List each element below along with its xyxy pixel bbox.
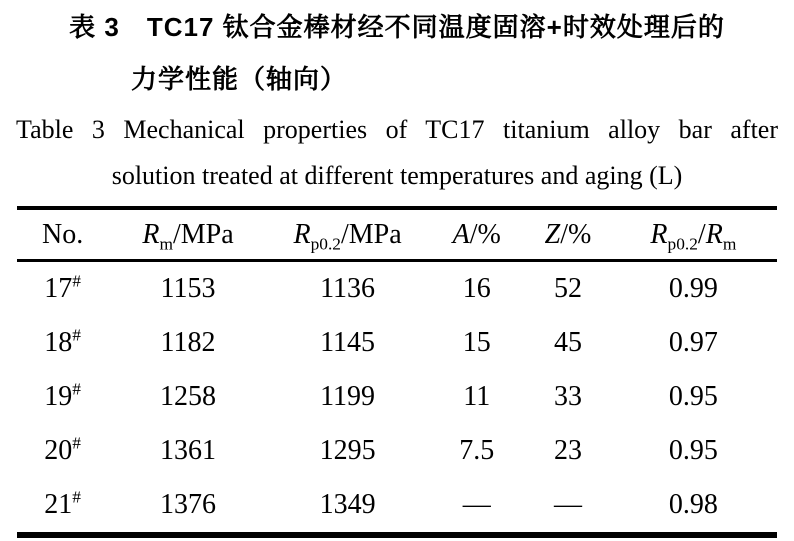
table-cell: 7.5: [459, 435, 495, 466]
caption-en-line2: solution treated at different temperatures and aging (L): [111, 161, 683, 190]
table-row: [17, 424, 777, 478]
table-cell: 1199: [320, 381, 376, 412]
table-cell: 1145: [320, 327, 376, 358]
table-cell: 1361: [159, 435, 216, 466]
table-cell: 11: [463, 381, 491, 412]
cell-sample-no: 18#: [44, 325, 81, 358]
table-cell: 1258: [159, 381, 216, 412]
table-cell: 1182: [160, 327, 216, 358]
col-header-rm: $R_m$/MPa: [108, 208, 268, 261]
col-header-a: A/%: [427, 208, 526, 261]
sample-no-superscript: #: [72, 433, 81, 453]
col-header-no: No.: [17, 208, 108, 261]
table-cell: 0.99: [668, 273, 718, 304]
table-cell: —: [462, 489, 491, 520]
cell-sample-no: 20#: [44, 433, 81, 466]
table-cell: 45: [553, 327, 582, 358]
mechanical-properties-table: [17, 206, 777, 538]
table-cell: 16: [462, 273, 491, 304]
table-cell: 0.97: [668, 327, 718, 358]
table-body: [17, 261, 777, 536]
sample-no-superscript: #: [72, 487, 81, 507]
table-row: [17, 316, 777, 370]
table-cell: 0.95: [668, 435, 718, 466]
table-cell: 23: [553, 435, 582, 466]
sample-no-superscript: #: [72, 325, 81, 345]
col-header-ratio: $R_{p0.2}/R_m$: [610, 208, 777, 261]
table-cell: 1136: [320, 273, 376, 304]
table-cell: 15: [462, 327, 491, 358]
table-row: [17, 370, 777, 424]
cell-sample-no: 21#: [44, 487, 81, 520]
col-header-z: Z/%: [526, 208, 610, 261]
col-header-rp02: $R_{p0.2}$/MPa: [268, 208, 428, 261]
table-cell: 1376: [159, 489, 216, 520]
table-row: [17, 261, 777, 317]
table-cell: 0.98: [668, 489, 718, 520]
sample-no-superscript: #: [72, 379, 81, 399]
cell-sample-no: 17#: [44, 271, 81, 304]
table-row: [17, 478, 777, 535]
header-row: [17, 208, 777, 261]
table-cell: 1349: [319, 489, 376, 520]
table-cell: 33: [553, 381, 582, 412]
sample-no-superscript: #: [72, 271, 81, 291]
table-cell: 1295: [319, 435, 376, 466]
table-cell: 52: [553, 273, 582, 304]
caption-zh-line1: 表 3 TC17 钛合金棒材经不同温度固溶+时效处理后的: [69, 12, 725, 42]
table-cell: 1153: [160, 273, 216, 304]
table-cell: 0.95: [668, 381, 718, 412]
caption-en-line1: Table 3 Mechanical properties of TC17 titanium alloy bar after: [16, 115, 778, 144]
table-cell: —: [553, 489, 582, 520]
cell-sample-no: 19#: [44, 379, 81, 412]
caption-zh-line2: 力学性能（轴向）: [131, 64, 348, 94]
